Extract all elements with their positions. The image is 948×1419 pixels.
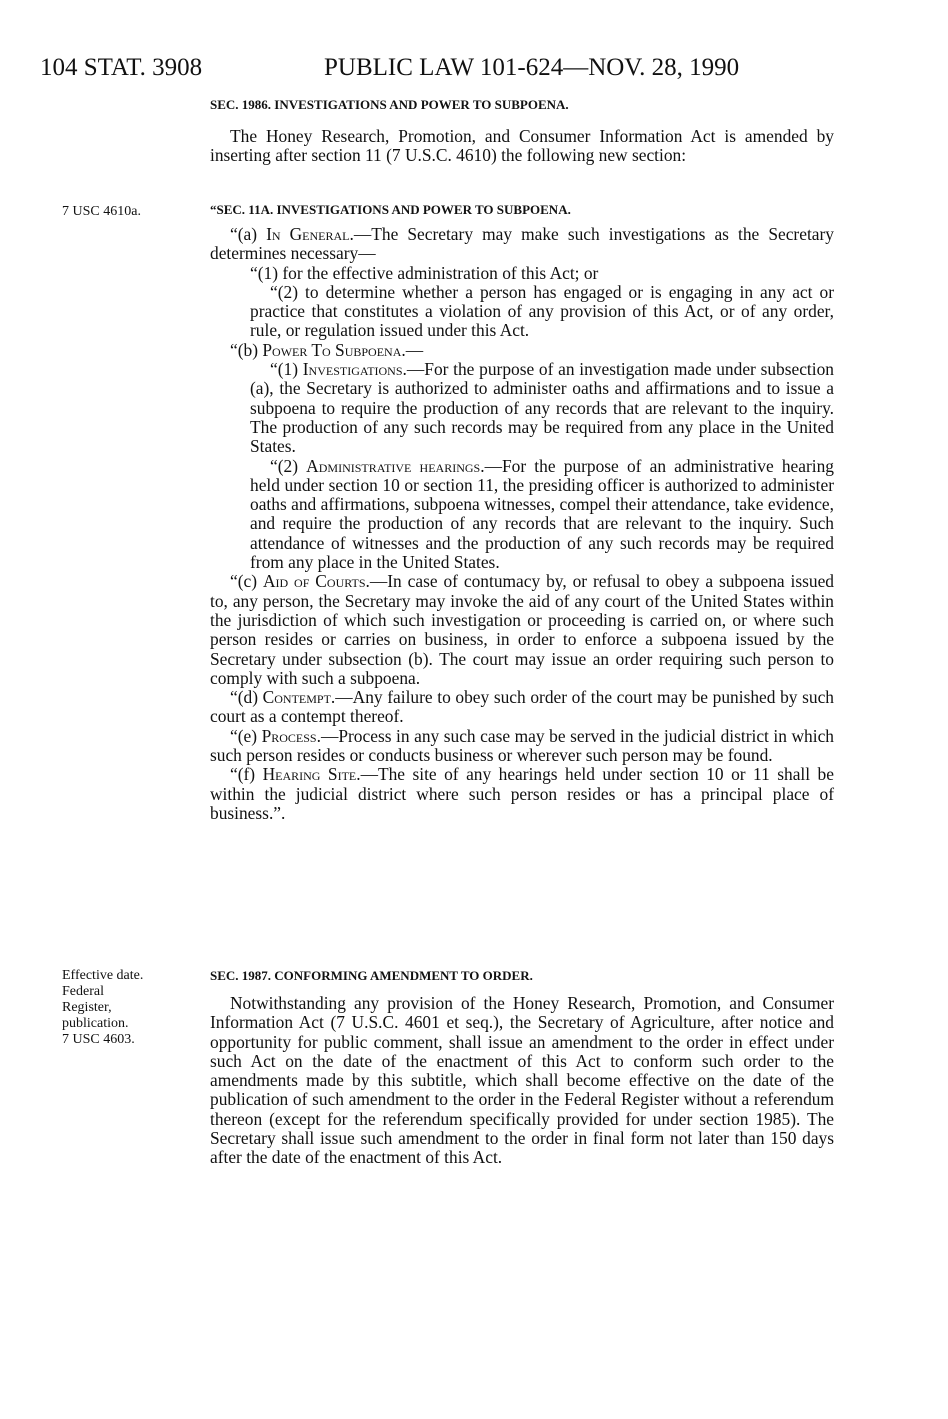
subsection-a-caption: In General <box>266 224 350 244</box>
section-1986-heading: SEC. 1986. INVESTIGATIONS AND POWER TO SUBPOENA. <box>210 97 569 112</box>
subsection-b-item-1-caption: Investigations <box>302 359 403 380</box>
subsection-b: “(b) Power To Subpoena.— <box>230 339 424 360</box>
subsection-c-caption: Aid of Courts <box>262 571 366 592</box>
subsection-c: “(c) Aid of Courts.—In case of contumacy by, or refusal to obey a subpoena issued to, any person, the Secretary may invoke the aid of any court of the United States within the jurisdiction of which such investigation or proceeding is carried on, or where such person resides or carries on business, in order to enforce a subpoena issued by the Secretary under subsection (b). The court may issue an order requiring such person to comply with such a subpoena. <box>210 571 835 688</box>
subsection-a-item-2: “(2) to determine whether a person has engaged or is engaging in any act or practice that constitutes a violation of any provision of this Act, or of any order, rule, or regulation issued under this Act. <box>250 281 834 341</box>
section-11a-heading: “SEC. 11A. INVESTIGATIONS AND POWER TO SUBPOENA. <box>210 202 571 217</box>
subsection-b-caption: Power To Subpoena <box>262 339 402 360</box>
margin-note-usc-4610a: 7 USC 4610a. <box>62 204 141 219</box>
subsection-a: “(a) In General.—The Secretary may make such investigations as the Secretary determines necessary— <box>210 224 834 264</box>
section-1986-intro <box>210 127 834 166</box>
subsection-b-item-1: “(1) Investigations.—For the purpose of an investigation made under subsection (a), the Secretary is authorized to administer oaths and affirmations and to issue a subpoena to require the production of any records that are relevant to the inquiry. The production of any such records may be required from any place in the United States. <box>250 359 834 457</box>
subsection-f-caption: Hearing Site <box>262 764 357 785</box>
section-11a-body <box>210 225 834 823</box>
intro-paragraph: The Honey Research, Promotion, and Consumer Information Act is amended by inserting after section 11 (7 U.S.C. 4610) the following new section: <box>210 126 834 166</box>
subsection-e: “(e) Process.—Process in any such case may be served in the judicial district in which such person resides or conducts business or wherever such person may be found. <box>210 725 835 766</box>
page-header <box>40 48 860 88</box>
subsection-a-item-1: “(1) for the effective administration of this Act; or <box>250 262 599 283</box>
page-title: PUBLIC LAW 101-624—NOV. 28, 1990 <box>324 54 740 81</box>
subsection-b-item-2: “(2) Administrative hearings.—For the purpose of an administrative hearing held under section 10 or section 11, the presiding officer is authorized to administer oaths and affirmations, subpoena witnesses, compel their attendance, take evidence, and require the production of any records that are relevant to the inquiry. Such attendance of witnesses and the production of any such records may be required from any place in the United States. <box>250 455 834 573</box>
section-1987-paragraph: Notwithstanding any provision of the Honey Research, Promotion, and Consumer Information Act (7 U.S.C. 4601 et seq.), the Secretary of Agriculture, after notice and opportunity for public comment, shall issue an amendment to the order in effect under such Act on the date of the enactment of this Act to conform such order to the amendments made by this subtitle, which shall become effective on the date of the publication of such amendment to the order in the Federal Register without a referendum thereon (except for the referendum specifically provided for under section 1985). The Secretary shall issue such amendment to the order in final form not later than 150 days after the date of the enactment of this Act. <box>210 993 834 1168</box>
subsection-b-item-2-caption: Administrative hearings <box>306 455 481 476</box>
section-1987-body <box>210 994 834 1168</box>
subsection-d: “(d) Contempt.—Any failure to obey such order of the court may be punished by such court as a contempt thereof. <box>210 687 834 727</box>
section-1987-heading: SEC. 1987. CONFORMING AMENDMENT TO ORDER. <box>210 968 533 983</box>
page-reference: 104 STAT. 3908 <box>40 54 203 81</box>
margin-note-effective-date: Effective date. Federal Register, publication. 7 USC 4603. <box>62 968 144 1047</box>
subsection-f: “(f) Hearing Site.—The site of any hearings held under section 10 or 11 shall be within the judicial district where such person resides or has a principal place of business.”. <box>210 764 834 823</box>
subsection-e-caption: Process <box>261 725 317 746</box>
subsection-d-caption: Contempt <box>262 687 331 708</box>
